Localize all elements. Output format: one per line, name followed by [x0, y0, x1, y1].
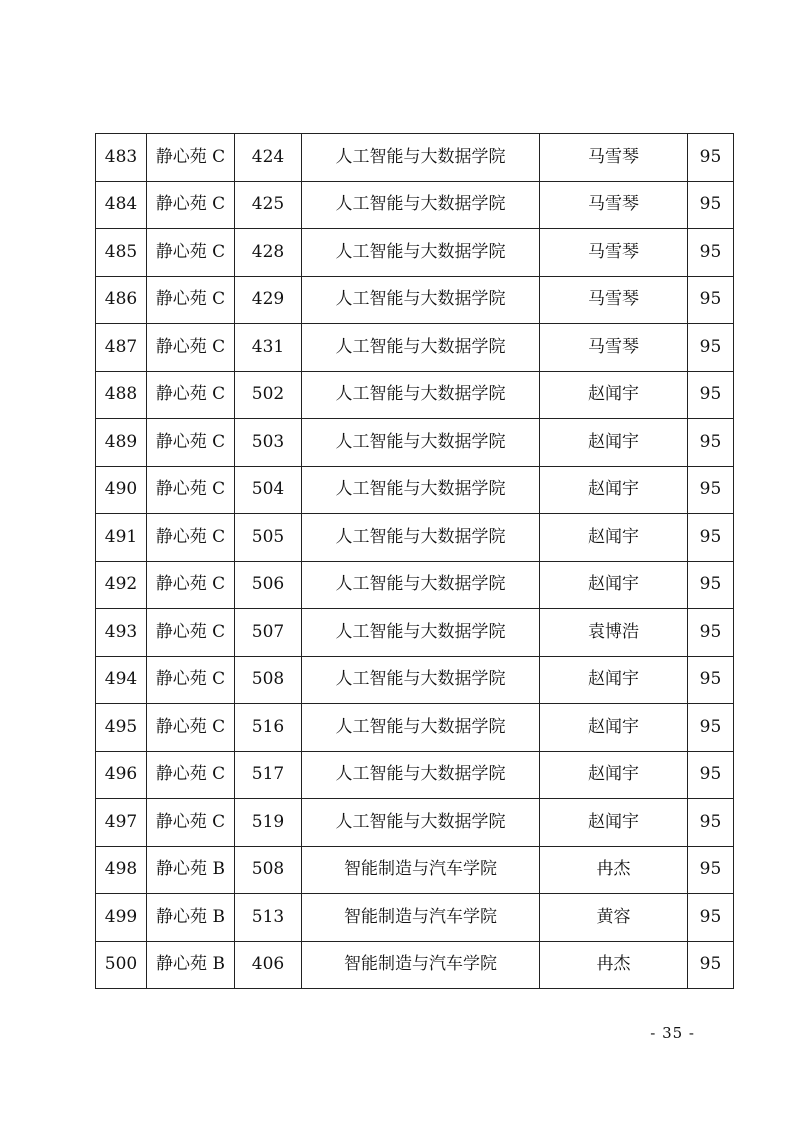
building-cell: 静心苑 C [147, 276, 235, 324]
row-number-cell: 484 [96, 181, 147, 229]
table-row [96, 941, 734, 989]
responsible-person-cell: 马雪琴 [540, 324, 688, 372]
building-cell: 静心苑 C [147, 229, 235, 277]
responsible-person-cell: 冉杰 [540, 846, 688, 894]
building-cell: 静心苑 C [147, 751, 235, 799]
responsible-person-cell: 赵闻宇 [540, 419, 688, 467]
room-number-cell: 424 [235, 134, 302, 182]
college-cell: 人工智能与大数据学院 [302, 276, 540, 324]
building-cell: 静心苑 B [147, 941, 235, 989]
score-cell: 95 [688, 229, 734, 277]
college-cell: 智能制造与汽车学院 [302, 894, 540, 942]
room-number-cell: 513 [235, 894, 302, 942]
score-cell: 95 [688, 514, 734, 562]
row-number-cell: 485 [96, 229, 147, 277]
score-cell: 95 [688, 894, 734, 942]
table-row [96, 229, 734, 277]
table-row [96, 371, 734, 419]
row-number-cell: 491 [96, 514, 147, 562]
row-number-cell: 488 [96, 371, 147, 419]
responsible-person-cell: 赵闻宇 [540, 466, 688, 514]
college-cell: 人工智能与大数据学院 [302, 181, 540, 229]
table-row [96, 846, 734, 894]
score-cell: 95 [688, 846, 734, 894]
table-row [96, 134, 734, 182]
score-cell: 95 [688, 799, 734, 847]
room-number-cell: 431 [235, 324, 302, 372]
table-row [96, 704, 734, 752]
table-row [96, 751, 734, 799]
room-number-cell: 503 [235, 419, 302, 467]
score-cell: 95 [688, 371, 734, 419]
responsible-person-cell: 马雪琴 [540, 229, 688, 277]
building-cell: 静心苑 C [147, 324, 235, 372]
building-cell: 静心苑 C [147, 371, 235, 419]
building-cell: 静心苑 C [147, 656, 235, 704]
room-number-cell: 505 [235, 514, 302, 562]
score-cell: 95 [688, 466, 734, 514]
room-number-cell: 519 [235, 799, 302, 847]
score-cell: 95 [688, 656, 734, 704]
college-cell: 人工智能与大数据学院 [302, 134, 540, 182]
building-cell: 静心苑 B [147, 846, 235, 894]
room-number-cell: 508 [235, 846, 302, 894]
table-row [96, 419, 734, 467]
college-cell: 人工智能与大数据学院 [302, 704, 540, 752]
table-row [96, 799, 734, 847]
building-cell: 静心苑 C [147, 181, 235, 229]
responsible-person-cell: 赵闻宇 [540, 751, 688, 799]
row-number-cell: 499 [96, 894, 147, 942]
table-row [96, 561, 734, 609]
score-cell: 95 [688, 276, 734, 324]
room-number-cell: 502 [235, 371, 302, 419]
table-row [96, 276, 734, 324]
row-number-cell: 493 [96, 609, 147, 657]
responsible-person-cell: 赵闻宇 [540, 514, 688, 562]
dormitory-score-table [95, 133, 734, 989]
building-cell: 静心苑 C [147, 466, 235, 514]
table-body [96, 134, 734, 989]
row-number-cell: 487 [96, 324, 147, 372]
table-row [96, 609, 734, 657]
score-cell: 95 [688, 181, 734, 229]
table-row [96, 181, 734, 229]
college-cell: 人工智能与大数据学院 [302, 371, 540, 419]
room-number-cell: 506 [235, 561, 302, 609]
row-number-cell: 486 [96, 276, 147, 324]
score-cell: 95 [688, 609, 734, 657]
row-number-cell: 500 [96, 941, 147, 989]
responsible-person-cell: 马雪琴 [540, 181, 688, 229]
row-number-cell: 490 [96, 466, 147, 514]
responsible-person-cell: 赵闻宇 [540, 656, 688, 704]
row-number-cell: 492 [96, 561, 147, 609]
room-number-cell: 504 [235, 466, 302, 514]
responsible-person-cell: 赵闻宇 [540, 704, 688, 752]
college-cell: 人工智能与大数据学院 [302, 561, 540, 609]
building-cell: 静心苑 C [147, 514, 235, 562]
building-cell: 静心苑 C [147, 609, 235, 657]
responsible-person-cell: 冉杰 [540, 941, 688, 989]
room-number-cell: 406 [235, 941, 302, 989]
building-cell: 静心苑 C [147, 134, 235, 182]
room-number-cell: 516 [235, 704, 302, 752]
table-row [96, 514, 734, 562]
score-cell: 95 [688, 704, 734, 752]
room-number-cell: 517 [235, 751, 302, 799]
college-cell: 人工智能与大数据学院 [302, 514, 540, 562]
table-row [96, 466, 734, 514]
score-cell: 95 [688, 134, 734, 182]
college-cell: 人工智能与大数据学院 [302, 324, 540, 372]
table-row [96, 656, 734, 704]
building-cell: 静心苑 C [147, 799, 235, 847]
score-cell: 95 [688, 324, 734, 372]
score-cell: 95 [688, 751, 734, 799]
row-number-cell: 497 [96, 799, 147, 847]
score-cell: 95 [688, 419, 734, 467]
row-number-cell: 489 [96, 419, 147, 467]
college-cell: 人工智能与大数据学院 [302, 466, 540, 514]
building-cell: 静心苑 C [147, 704, 235, 752]
score-cell: 95 [688, 941, 734, 989]
college-cell: 智能制造与汽车学院 [302, 846, 540, 894]
college-cell: 人工智能与大数据学院 [302, 799, 540, 847]
table-row [96, 324, 734, 372]
page-number: - 35 - [650, 1024, 695, 1042]
college-cell: 智能制造与汽车学院 [302, 941, 540, 989]
row-number-cell: 494 [96, 656, 147, 704]
building-cell: 静心苑 B [147, 894, 235, 942]
row-number-cell: 483 [96, 134, 147, 182]
college-cell: 人工智能与大数据学院 [302, 229, 540, 277]
room-number-cell: 425 [235, 181, 302, 229]
room-number-cell: 507 [235, 609, 302, 657]
row-number-cell: 498 [96, 846, 147, 894]
responsible-person-cell: 赵闻宇 [540, 561, 688, 609]
score-cell: 95 [688, 561, 734, 609]
building-cell: 静心苑 C [147, 561, 235, 609]
responsible-person-cell: 赵闻宇 [540, 799, 688, 847]
room-number-cell: 428 [235, 229, 302, 277]
room-number-cell: 508 [235, 656, 302, 704]
college-cell: 人工智能与大数据学院 [302, 656, 540, 704]
row-number-cell: 495 [96, 704, 147, 752]
responsible-person-cell: 赵闻宇 [540, 371, 688, 419]
college-cell: 人工智能与大数据学院 [302, 419, 540, 467]
responsible-person-cell: 马雪琴 [540, 134, 688, 182]
college-cell: 人工智能与大数据学院 [302, 751, 540, 799]
responsible-person-cell: 黄容 [540, 894, 688, 942]
room-number-cell: 429 [235, 276, 302, 324]
college-cell: 人工智能与大数据学院 [302, 609, 540, 657]
responsible-person-cell: 马雪琴 [540, 276, 688, 324]
building-cell: 静心苑 C [147, 419, 235, 467]
table-row [96, 894, 734, 942]
row-number-cell: 496 [96, 751, 147, 799]
responsible-person-cell: 袁博浩 [540, 609, 688, 657]
